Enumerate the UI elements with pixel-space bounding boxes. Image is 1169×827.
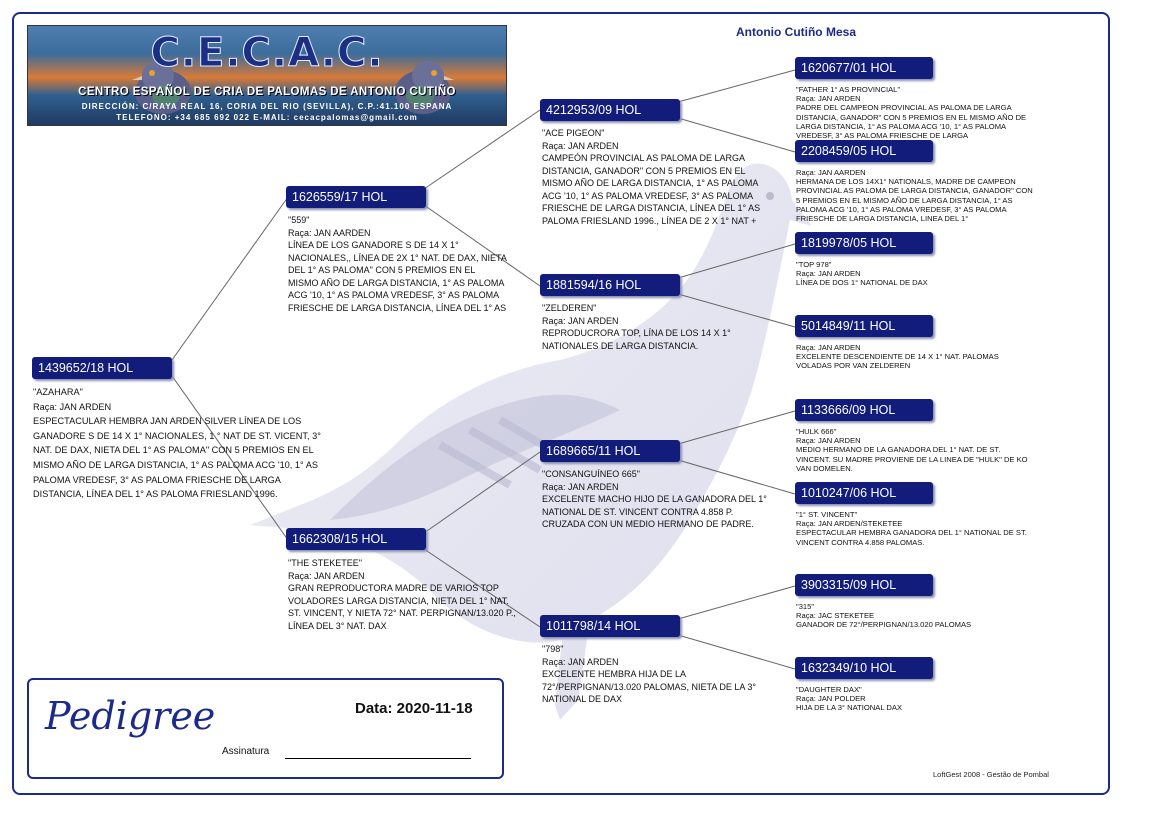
pigeon-name: "FATHER 1° AS PROVINCIAL" (796, 85, 901, 94)
pigeon-description: HERMANA DE LOS 14X1° NATIONALS, MADRE DE CAMPEON PROVINCIAL AS PALOMA DE LARGA DISTANCIA, GANADOR" CON 5 PREMIOS EN EL MISMO AÑO DE LARGA DISTANCIA, 1° AS PALOMA ACG '10, 1° AS PALOMA VREDESF, 3° AS PALOMA FRIESCHE DE LARGA DISTANCIA, LINEA DEL 1° (796, 177, 1033, 224)
pigeon-name: "1° ST. VINCENT" (796, 510, 858, 519)
pedigree-date: Data: 2020-11-18 (355, 700, 473, 717)
ring-sss[interactable]: 1620677/01 HOL (795, 57, 933, 79)
ring-dss[interactable]: 1133666/09 HOL (795, 399, 933, 421)
pigeon-description: EXCELENTE DESCENDIENTE DE 14 X 1° NAT. PALOMAS VOLADAS POR VAN ZELDEREN (796, 352, 999, 371)
pigeon-breeder: Raça: JAN ARDEN (796, 269, 861, 279)
club-contact: TELEFONO: +34 685 692 022 E-MAIL: cecacpalomas@gmail.com (116, 113, 418, 122)
ring-dam[interactable]: 1662308/15 HOL (286, 528, 426, 550)
info-dam (288, 557, 520, 632)
pigeon-name: "CONSANGUÍNEO 665" (542, 469, 640, 479)
ring-sd[interactable]: 1881594/16 HOL (540, 274, 680, 296)
club-title: C.E.C.A.C. (150, 30, 384, 76)
pigeon-description: EXCELENTE HEMBRA HIJA DE LA 72°/PERPIGNAN/13.020 PALOMAS, NIETA DE LA 3° NATIONAL DE DAX (542, 669, 756, 704)
ring-ds[interactable]: 1689665/11 HOL (540, 440, 680, 462)
pigeon-breeder: Raça: JAN POLDER (796, 694, 866, 704)
pigeon-description: ESPECTACULAR HEMBRA JAN ARDEN SILVER LÍNEA DE LOS GANADORE S DE 14 X 1° NACIONALES, 1 ° NAT DE ST. VICENT, 3° NAT. DE DAX, NIETA DEL 1° AS PALOMA" CON 5 PREMIOS EN EL MISMO AÑO DE LARGA DISTANCIA, 1° AS PALOMA ACG '10, 1° AS PALOMA VREDESF, 3° AS PALOMA FRIESCHE DE LARGA DISTANCIA, LÍNEA DEL 1° AS PALOMA FRIESLAND 1996. (33, 416, 321, 500)
ring-dds[interactable]: 3903315/09 HOL (795, 574, 933, 596)
pigeon-breeder: Raça: JAN ARDEN (796, 343, 861, 352)
pigeon-description: MEDIO HERMANO DE LA GANADORA DEL 1° NAT. DE ST. VINCENT. SU MADRE PROVIENE DE LA LINEA DE "HULK" DE KO VAN DOMELEN. (796, 445, 1028, 473)
info-dss (796, 427, 1036, 473)
pigeon-breeder: Raça: JAN ARDEN/STEKETEE (796, 519, 903, 529)
club-address: DIRECCIÓN: C/RAYA REAL 16, CORIA DEL RIO (SEVILLA), C.P.:41.100 ESPANA (81, 102, 453, 111)
info-subject (33, 385, 333, 502)
info-ds (542, 468, 774, 531)
ring-subject[interactable]: 1439652/18 HOL (32, 357, 172, 379)
footer-credit: LoftGest 2008 - Gestão de Pombal (933, 770, 1049, 779)
info-ss (542, 127, 764, 227)
pigeon-description: LÍNEA DE DOS 1° NATIONAL DE DAX (796, 278, 928, 288)
info-sss (796, 85, 1036, 140)
pigeon-breeder: Raça: JAN ARDEN (288, 570, 365, 581)
info-sds (796, 260, 1036, 288)
owner-name: Antonio Cutiño Mesa (736, 25, 856, 39)
info-ssd (796, 168, 1036, 223)
pigeon-description: CAMPEÓN PROVINCIAL AS PALOMA DE LARGA DISTANCIA, GANADOR" CON 5 PREMIOS EN EL MISMO AÑO DE LARGA DISTANCIA, 1° AS PALOMA ACG '10, 1° AS PALOMA VREDESF, 3° AS PALOMA FRIESCHE DE LARGA DISTANCIA, LÍNEA DEL 1° AS PALOMA FRIESLAND 1996., LÍNEA DE 2 X 1° NAT + (542, 153, 761, 226)
signature-label: Assinatura (222, 746, 270, 757)
pigeon-name: "559" (288, 215, 310, 225)
pigeon-breeder: Raça: JAN ARDEN (796, 436, 861, 446)
pigeon-name: "ZELDEREN" (542, 303, 597, 313)
pigeon-name: "THE STEKETEE" (288, 558, 362, 568)
info-dd (542, 643, 762, 706)
pigeon-name: "HULK 666" (796, 427, 837, 436)
ring-ssd[interactable]: 2208459/05 HOL (795, 140, 933, 162)
pedigree-signature-box (27, 678, 504, 779)
pigeon-name: "798" (542, 644, 564, 654)
pigeon-description: GANADOR DE 72°/PERPIGNAN/13.020 PALOMAS (796, 620, 972, 630)
pigeon-breeder: Raça: JAN AARDEN (288, 227, 371, 238)
info-sdd (796, 343, 1036, 371)
pigeon-description: GRAN REPRODUCTORA MADRE DE VARIOS TOP VOLADORES LARGA DISTANCIA, NIETA DEL 1° NAT. ST. VINCENT, Y NIETA 72° NAT. PERPIGNAN/13.020 P., LÍNEA DEL 3° NAT. DAX (288, 583, 516, 631)
info-dds (796, 602, 1036, 630)
pigeon-description: EXCELENTE MACHO HIJO DE LA GANADORA DEL 1° NATIONAL DE ST. VINCENT CONTRA 4.858 P. CRUZADA CON UN MEDIO HERMANO DE PADRE. (542, 494, 767, 529)
pigeon-breeder: Raça: JAN ARDEN (33, 401, 112, 412)
pigeon-name: "ACE PIGEON" (542, 128, 605, 138)
pigeon-breeder: Raça: JAN ARDEN (542, 315, 619, 326)
ring-sdd[interactable]: 5014849/11 HOL (795, 315, 933, 337)
pigeon-breeder: Raça: JAN ARDEN (796, 94, 861, 104)
club-banner (27, 25, 507, 126)
pigeon-name: "TOP 978" (796, 260, 832, 269)
pigeon-breeder: Raça: JAN ARDEN (542, 656, 619, 667)
signature-line[interactable] (285, 758, 471, 759)
pigeon-name: "315" (796, 602, 815, 611)
info-dsd (796, 510, 1036, 547)
pigeon-description: ESPECTACULAR HEMBRA GANADORA DEL 1° NATIONAL DE ST. VINCENT CONTRA 4.858 PALOMAS. (796, 528, 1027, 547)
pigeon-breeder: Raça: JAC STEKETEE (796, 611, 875, 621)
pedigree-logo: Pedigree (45, 694, 216, 738)
pigeon-description: LÍNEA DE LOS GANADORE S DE 14 X 1° NACIONALES,, LÍNEA DE 2X 1° NAT. DE DAX, NIETA DEL 1° AS PALOMA" CON 5 PREMIOS EN EL MISMO AÑO DE LARGA DISTANCIA, 1° AS PALOMA ACG '10, 1° AS PALOMA VREDESF, 3° AS PALOMA FRIESCHE DE LARGA DISTANCIA, LÍNEA DEL 1° AS (288, 240, 507, 313)
ring-dd[interactable]: 1011798/14 HOL (540, 615, 680, 637)
info-sd (542, 302, 764, 352)
pigeon-description: HIJA DE LA 3° NATIONAL DAX (796, 703, 903, 713)
ring-ddd[interactable]: 1632349/10 HOL (795, 657, 933, 679)
ring-ss[interactable]: 4212953/09 HOL (540, 99, 680, 121)
info-ddd (796, 685, 1036, 713)
pigeon-breeder: Raça: JAN AARDEN (796, 168, 866, 177)
pigeon-name: "DAUGHTER DAX" (796, 685, 862, 694)
pigeon-name: "AZAHARA" (33, 387, 83, 397)
ring-sds[interactable]: 1819978/05 HOL (795, 232, 933, 254)
ring-dsd[interactable]: 1010247/06 HOL (795, 482, 933, 504)
club-subtitle: CENTRO ESPAÑOL DE CRIA DE PALOMAS DE ANTONIO CUTIÑO (78, 86, 456, 98)
ring-sire[interactable]: 1626559/17 HOL (286, 186, 426, 208)
pigeon-breeder: Raça: JAN ARDEN (542, 140, 619, 151)
pigeon-description: REPRODUCRORA TOP, LÍNA DE LOS 14 X 1° NATIONALES DE LARGA DISTANCIA. (542, 328, 731, 351)
pigeon-description: PADRE DEL CAMPEON PROVINCIAL AS PALOMA DE LARGA DISTANCIA, GANADOR" CON 5 PREMIOS EN EL MISMO AÑO DE LARGA DISTANCIA, 1° AS PALOMA ACG '10, 1° AS PALOMA VREDESF, 3° AS PALOMA FRIESCHE DE LARGA (796, 103, 1027, 141)
pigeon-breeder: Raça: JAN ARDEN (542, 481, 619, 492)
info-sire (288, 214, 508, 314)
